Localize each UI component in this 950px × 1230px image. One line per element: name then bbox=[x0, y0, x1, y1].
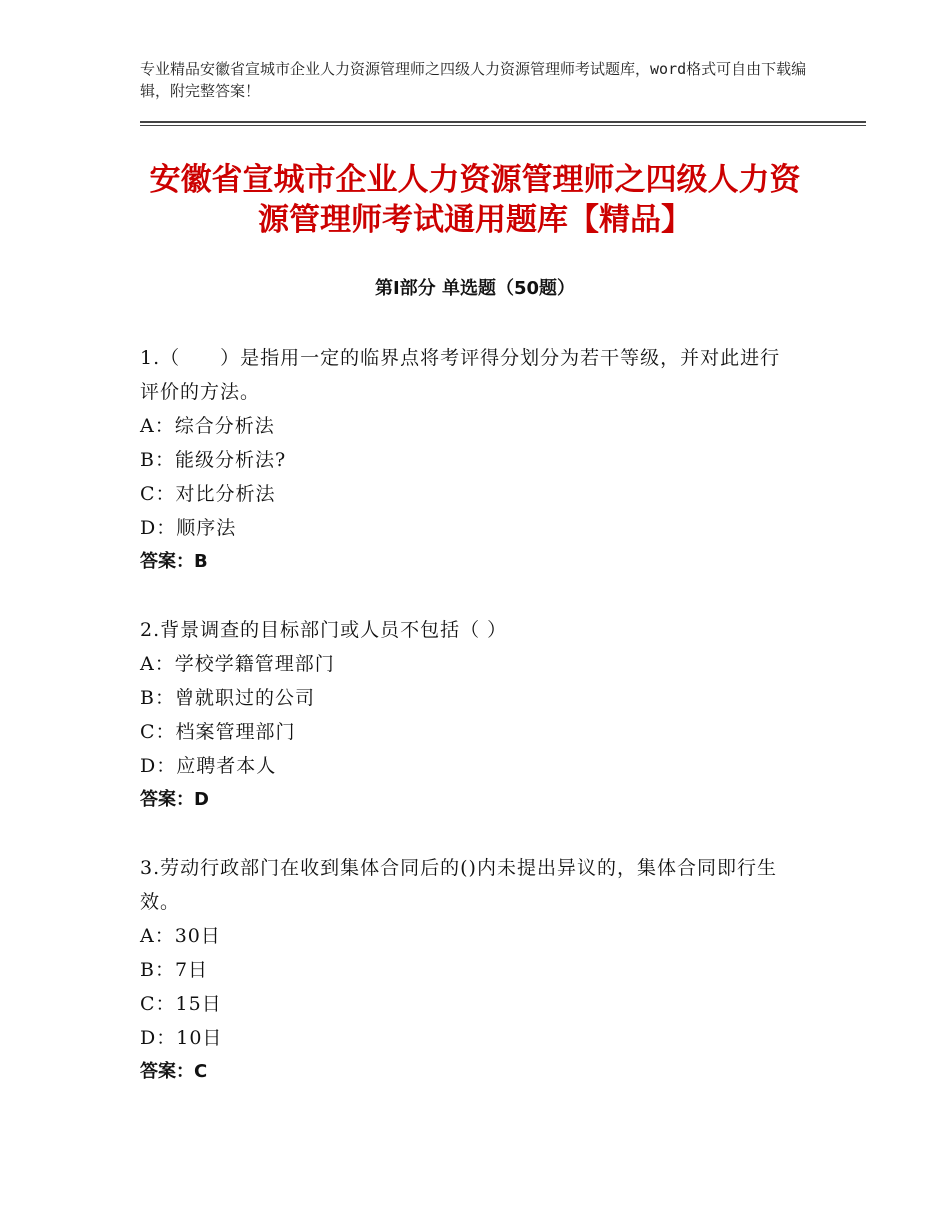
option-b: B：曾就职过的公司 bbox=[140, 687, 315, 709]
option-d: D：顺序法 bbox=[140, 517, 237, 539]
option-c: C：档案管理部门 bbox=[140, 721, 296, 743]
question-stem: 3.劳动行政部门在收到集体合同后的()内未提出异议的，集体合同即行生效。 bbox=[140, 857, 777, 913]
question-stem: 2.背景调查的目标部门或人员不包括（ ） bbox=[140, 619, 508, 641]
header-rule-thin bbox=[140, 125, 866, 126]
option-d: D：应聘者本人 bbox=[140, 755, 277, 777]
answer: 答案：D bbox=[140, 789, 209, 810]
option-c: C：15日 bbox=[140, 993, 222, 1015]
question-3 bbox=[140, 851, 800, 1089]
section-title: 第Ⅰ部分 单选题（50题） bbox=[374, 278, 575, 299]
document-title: 安徽省宣城市企业人力资源管理师之四级人力资源管理师考试通用题库【精品】 bbox=[149, 162, 801, 238]
answer: 答案：B bbox=[140, 551, 208, 572]
header-note: 专业精品安徽省宣城市企业人力资源管理师之四级人力资源管理师考试题库，word格式可自由下载编辑，附完整答案！ bbox=[140, 60, 807, 100]
question-2 bbox=[140, 613, 800, 817]
question-list bbox=[140, 341, 800, 1123]
option-a: A：学校学籍管理部门 bbox=[140, 653, 335, 675]
question-1 bbox=[140, 341, 800, 579]
header-rule-thick bbox=[140, 121, 866, 123]
option-d: D：10日 bbox=[140, 1027, 223, 1049]
option-b: B：7日 bbox=[140, 959, 209, 981]
question-stem: 1.（ ）是指用一定的临界点将考评得分划分为若干等级，并对此进行评价的方法。 bbox=[140, 347, 781, 403]
option-c: C：对比分析法 bbox=[140, 483, 276, 505]
option-a: A：30日 bbox=[140, 925, 221, 947]
answer: 答案：C bbox=[140, 1061, 208, 1082]
option-a: A：综合分析法 bbox=[140, 415, 275, 437]
option-b: B：能级分析法? bbox=[140, 449, 287, 471]
